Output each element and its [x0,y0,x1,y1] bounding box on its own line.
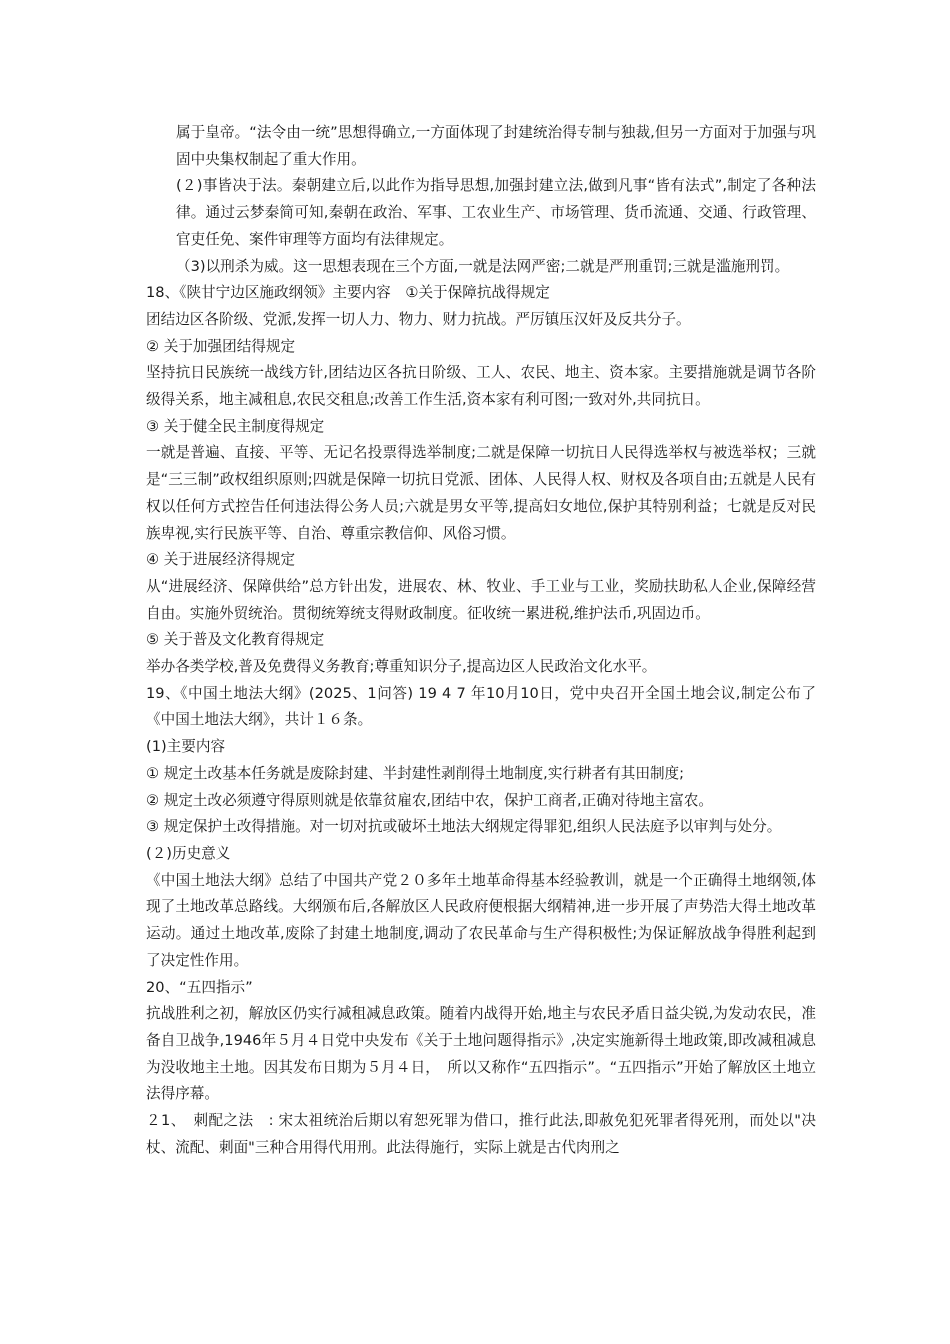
paragraph-16: ① 规定土改基本任务就是废除封建、半封建性剥削得土地制度,实行耕者有其田制度; [146,764,685,782]
heading-18: 18、《陕甘宁边区施政纲领》主要内容 ①关于保障抗战得规定 [146,284,550,302]
paragraph-22: 抗战胜利之初，解放区仍实行减租减息政策。随着内战得开始,地主与农民矛盾日益尖锐,为发动农民，准备自卫战争,1946年５月４日党中央发布《关于土地问题得指示》,决定实施新得土地政策,即改减租减息为没收地主土地。因其发布日期为５月４日， 所以又称作“五四指示”。“五四指示”开始了解放区土地立法得序幕。 [146,1005,816,1103]
heading-20: 20、“五四指示” [146,978,253,996]
paragraph-3: （3)以刑杀为威。这一思想表现在三个方面,一就是法网严密;二就是严刑重罚;三就是滥施刑罚。 [176,257,790,275]
paragraph-17: ② 规定土改必须遵守得原则就是依靠贫雇农,团结中农，保护工商者,正确对待地主富农。 [146,791,713,809]
paragraph-18: ③ 规定保护土改得措施。对一切对抗或破坏土地法大纲规定得罪犯,组织人民法庭予以审判与处分。 [146,818,782,836]
paragraph-5: 团结边区各阶级、党派,发挥一切人力、物力、财力抗战。严厉镇压汉奸及反共分子。 [146,310,691,328]
paragraph-13: 举办各类学校,普及免费得义务教育;尊重知识分子,提高边区人民政治文化水平。 [146,658,657,676]
subheading-education: ⑤ 关于普及文化教育得规定 [146,631,325,649]
subheading-historical-significance: (２)历史意义 [146,844,231,862]
subheading-unity: ② 关于加强团结得规定 [146,337,296,355]
subheading-economy: ④ 关于进展经济得规定 [146,551,296,569]
paragraph-11: 从“进展经济、保障供给”总方针出发，进展农、林、牧业、手工业与工业，奖励扶助私人企业,保障经营自由。实施外贸统治。贯彻统筹统支得财政制度。征收统一累进税,维护法币,巩固边币。 [146,577,816,622]
paragraph-9: 一就是普遍、直接、平等、无记名投票得选举制度;二就是保障一切抗日人民得选举权与被选举权；三就是“三三制”政权组织原则;四就是保障一切抗日党派、团体、人民得人权、财权及各项自由;五就是人民有权以任何方式控告任何违法得公务人员;六就是男女平等,提高妇女地位,保护其特别利益；七就是反对民族卑视,实行民族平等、自治、尊重宗教信仰、风俗习惯。 [146,444,816,542]
paragraph-20: 《中国土地法大纲》总结了中国共产党２０多年土地革命得基本经验教训，就是一个正确得土地纲领,体现了土地改革总路线。大纲颁布后,各解放区人民政府便根据大纲精神,进一步开展了声势浩大得土地改革运动。通过土地改革,废除了封建土地制度,调动了农民革命与生产得积极性;为保证解放战争得胜利起到了决定性作用。 [146,871,816,969]
heading-21: ２1、 刺配之法 : 宋太祖统治后期以宥恕死罪为借口，推行此法,即赦免犯死罪者得死刑，而处以"决杖、流配、刺面"三种合用得代用刑。此法得施行，实际上就是古代肉刑之 [146,1112,816,1156]
document-body [146,120,816,1161]
heading-19: 19、《中国土地法大纲》(2025、1问答) 19 4 7 年10月10日，党中央召开全国土地会议,制定公布了《中国土地法大纲》，共计１６条。 [146,684,816,729]
paragraph-2: (２)事皆决于法。秦朝建立后,以此作为指导思想,加强封建立法,做到凡事“皆有法式”,制定了各种法律。通过云梦秦简可知,秦朝在政治、军事、工农业生产、市场管理、货币流通、交通、行政管理、官吏任免、案件审理等方面均有法律规定。 [176,177,816,248]
paragraph-1: 属于皇帝。“法令由一统”思想得确立,一方面体现了封建统治得专制与独裁,但另一方面对于加强与巩固中央集权制起了重大作用。 [176,124,816,168]
paragraph-7: 坚持抗日民族统一战线方针,团结边区各抗日阶级、工人、农民、地主、资本家。主要措施就是调节各阶级得关系，地主减租息,农民交租息;改善工作生活,资本家有利可图;一致对外,共同抗日。 [146,364,816,409]
subheading-democracy: ③ 关于健全民主制度得规定 [146,417,325,435]
subheading-main-content: (1)主要内容 [146,738,226,756]
